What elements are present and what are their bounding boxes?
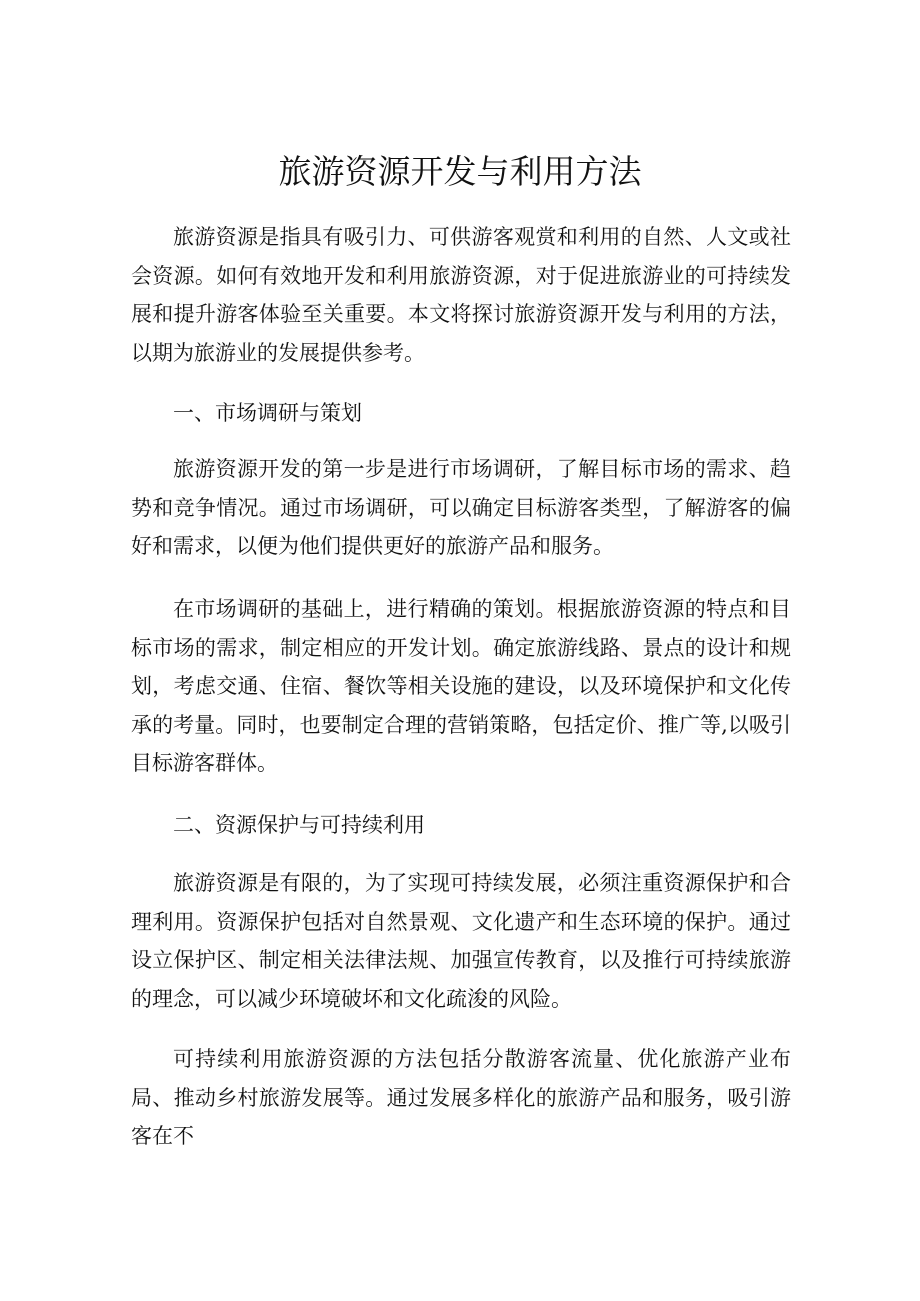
section2-paragraph2-block — [131, 1040, 791, 1156]
section2-paragraph2: 可持续利用旅游资源的方法包括分散游客流量、优化旅游产业布局、推动乡村旅游发展等。通过发展多样化的旅游产品和服务，吸引游客在不 — [131, 1047, 791, 1148]
section1-paragraph2-block — [131, 590, 791, 783]
section2-heading-block — [131, 806, 791, 845]
document-title: 旅游资源开发与利用方法 — [278, 152, 642, 191]
intro-paragraph: 旅游资源是指具有吸引力、可供游客观赏和利用的自然、人文或社会资源。如何有效地开发和利用旅游资源，对于促进旅游业的可持续发展和提升游客体验至关重要。本文将探讨旅游资源开发与利用的方法，以期为旅游业的发展提供参考。 — [131, 225, 791, 365]
section2-paragraph1-block — [131, 864, 791, 1018]
section2-paragraph1: 旅游资源是有限的，为了实现可持续发展，必须注重资源保护和合理利用。资源保护包括对自然景观、文化遗产和生态环境的保护。通过设立保护区、制定相关法律法规、加强宣传教育，以及推行可持续旅游的理念，可以减少环境破坏和文化疏浚的风险。 — [131, 871, 791, 1011]
section2-heading: 二、资源保护与可持续利用 — [173, 813, 425, 837]
section1-paragraph1-block — [131, 450, 791, 566]
section1-paragraph2: 在市场调研的基础上，进行精确的策划。根据旅游资源的特点和目标市场的需求，制定相应的开发计划。确定旅游线路、景点的设计和规划，考虑交通、住宿、餐饮等相关设施的建设，以及环境保护和文化传承的考量。同时，也要制定合理的营销策略，包括定价、推广等,以吸引目标游客群体。 — [131, 597, 791, 775]
section1-heading: 一、市场调研与策划 — [173, 401, 362, 425]
intro-paragraph-block — [131, 218, 791, 372]
section1-heading-block — [131, 394, 791, 433]
section1-paragraph1: 旅游资源开发的第一步是进行市场调研，了解目标市场的需求、趋势和竞争情况。通过市场调研，可以确定目标游客类型，了解游客的偏好和需求，以便为他们提供更好的旅游产品和服务。 — [131, 457, 791, 558]
